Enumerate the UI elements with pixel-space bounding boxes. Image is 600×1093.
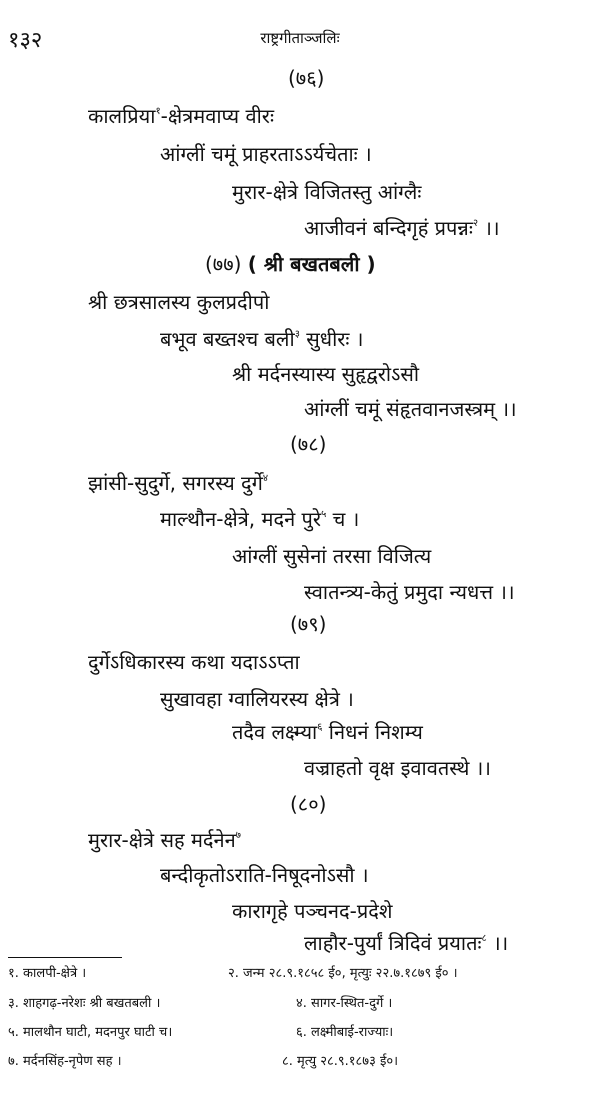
verse-line: कारागृहे पञ्चनद-प्रदेशे xyxy=(232,899,393,923)
verse-line: मुरार-क्षेत्रे सह मर्दनेन$^७$ xyxy=(88,828,241,852)
verse-number: (७९) xyxy=(290,612,327,636)
verse-line: तदैव लक्ष्म्या$^६$ निधनं निशम्य xyxy=(232,720,423,744)
verse-line: आंग्लीं सुसेनां तरसा विजित्य xyxy=(232,544,432,568)
verse-line: दुर्गेऽधिकारस्य कथा यदाऽऽप्ता xyxy=(88,650,300,674)
footnote: ४. सागर-स्थित-दुर्गे । xyxy=(296,996,393,1011)
footnote: १. कालपी-क्षेत्रे । xyxy=(8,966,87,981)
verse-line: वज्राहतो वृक्ष इवावतस्थे ।। xyxy=(304,756,491,780)
verse-line: श्री छत्रसालस्य कुलप्रदीपो xyxy=(88,290,270,314)
footnote: ८. मृत्यु २८.९.१८७३ ई०। xyxy=(282,1054,399,1069)
footnote: २. जन्म २८.९.१८५८ ई०, मृत्युः २२.७.१८७९ ई० । xyxy=(228,966,458,981)
verse-line: माल्थौन-क्षेत्रे, मदने पुरे$^५$ च । xyxy=(160,507,360,531)
verse-title: ( श्री बखतबली ) xyxy=(247,252,376,276)
footnote: ६. लक्ष्मीबाई-राज्याः। xyxy=(296,1025,394,1040)
footnote: ५. मालथौन घाटी, मदनपुर घाटी च। xyxy=(8,1025,173,1040)
verse-line: श्री मर्दनस्यास्य सुहृद्वरोऽसौ xyxy=(232,362,420,386)
page-number: १३२ xyxy=(8,28,43,53)
verse-line: आजीवनं बन्दिगृहं प्रपन्नः$^२$ ।। xyxy=(304,216,500,240)
verse-line: झांसी-सुदुर्गे, सगरस्य दुर्गे$^४$ xyxy=(88,471,269,495)
footnote: ७. मर्दनसिंह-नृपेण सह । xyxy=(8,1054,122,1069)
verse-line: सुखावहा ग्वालियरस्य क्षेत्रे । xyxy=(160,687,354,711)
verse-number: (८०) xyxy=(290,792,327,816)
running-title: राष्ट्रगीताञ्जलिः xyxy=(260,29,340,47)
verse-number: (७६) xyxy=(288,66,325,90)
verse-line: बभूव बख्तश्च बली$^३$ सुधीरः । xyxy=(160,327,364,351)
verse-line: बन्दीकृतोऽराति-निषूदनोऽसौ । xyxy=(160,863,369,887)
verse-heading xyxy=(205,252,376,276)
verse-line: मुरार-क्षेत्रे विजितस्तु आंग्लैः xyxy=(232,180,422,204)
verse-line: आंग्लीं चमूं प्राहरताऽऽर्यचेताः । xyxy=(160,142,372,166)
verse-number: (७८) xyxy=(290,432,327,456)
verse-line: स्वातन्त्र्य-केतुं प्रमुदा न्यधत्त ।। xyxy=(304,580,515,604)
footnote-divider xyxy=(8,957,122,958)
verse-number: (७७) xyxy=(205,252,242,276)
footnote: ३. शाहगढ़-नरेशः श्री बखतबली । xyxy=(8,996,161,1011)
verse-line: कालप्रिया$^१$-क्षेत्रमवाप्य वीरः xyxy=(88,104,275,128)
verse-line: आंग्लीं चमूं संहृतवानजस्त्रम् ।। xyxy=(304,397,517,421)
verse-line: लाहौर-पुर्यां त्रिदिवं प्रयातः$^८$ ।। xyxy=(304,931,509,955)
